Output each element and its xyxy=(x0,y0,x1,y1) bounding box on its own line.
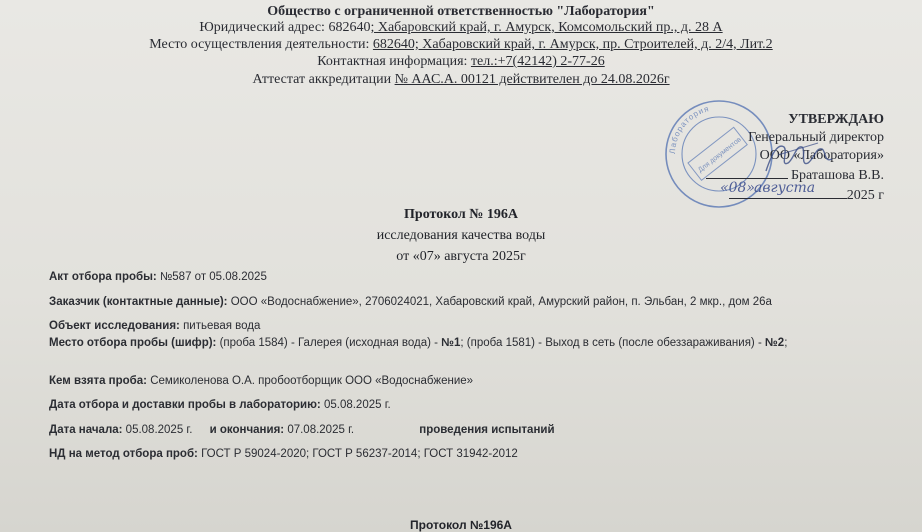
place-value-2: ; (проба 1581) - Выход в сеть (после обеззараживания) - xyxy=(460,337,765,349)
protocol-date: от «07» августа 2025г xyxy=(396,249,526,264)
place-label: Место отбора пробы (шифр): xyxy=(49,337,220,349)
delivery-value: 05.08.2025 г. xyxy=(323,399,391,411)
protocol-title-repeat: Протокол №196А xyxy=(410,518,512,532)
contact-value: тел.:+7(42142) 2-77-26 xyxy=(470,54,605,69)
taker-label: Кем взята проба: xyxy=(49,375,151,387)
field-customer xyxy=(49,296,772,308)
act-label: Акт отбора пробы: xyxy=(49,271,160,283)
approval-year: 2025 г xyxy=(846,188,884,203)
customer-value: ООО «Водоснабжение», 2706024021, Хабаровский край, Амурский район, п. Эльбан, 2 мкр., дом 26а xyxy=(230,296,772,308)
contact-info xyxy=(0,54,922,70)
approval-company: ООО «Лаборатория» xyxy=(759,148,884,163)
place-value-1: (проба 1584) - Галерея (исходная вода) - xyxy=(219,337,442,349)
delivery-label: Дата отбора и доставки пробы в лабораторию: xyxy=(49,399,324,411)
seal-ring-text: Лаборатория xyxy=(667,104,711,155)
start-value: 05.08.2025 г. xyxy=(125,424,193,436)
activity-place-value: 682640; Хабаровский край, г. Амурск, пр. Строителей, д. 2/4, Лит.2 xyxy=(372,37,773,52)
end-label: и окончания: xyxy=(209,424,288,436)
customer-label: Заказчик (контактные данные): xyxy=(49,296,231,308)
start-label: Дата начала: xyxy=(49,424,126,436)
field-object xyxy=(49,320,260,332)
handwritten-day: «08» xyxy=(720,180,755,196)
contact-label: Контактная информация: xyxy=(317,54,471,69)
field-act xyxy=(49,271,267,283)
org-name-text: Общество с ограниченной ответственностью "Лаборатория" xyxy=(267,4,655,19)
activity-place-label: Место осуществления деятельности: xyxy=(149,37,373,52)
end-value: 07.08.2025 г. xyxy=(287,424,355,436)
approval-position: Генеральный директор xyxy=(748,130,884,145)
taker-value: Семиколенова О.А. пробоотборщик ООО «Водоснабжение» xyxy=(150,375,474,387)
field-taker xyxy=(49,375,473,387)
org-name xyxy=(0,4,922,20)
protocol-title: Протокол № 196А xyxy=(404,207,518,222)
accreditation-value: № ААС.А. 00121 действителен до 24.08.2026г xyxy=(394,72,670,87)
protocol-subtitle: исследования качества воды xyxy=(376,228,546,243)
handwritten-date xyxy=(720,170,830,202)
approval-title: УТВЕРЖДАЮ xyxy=(788,112,884,127)
tests-label: проведения испытаний xyxy=(419,424,555,436)
field-nd xyxy=(49,448,518,460)
act-value: №587 от 05.08.2025 xyxy=(159,271,267,283)
field-test-dates xyxy=(49,424,555,436)
place-num-2: №2 xyxy=(764,337,785,349)
accreditation xyxy=(0,72,922,88)
handwritten-month: августа xyxy=(754,180,816,196)
nd-label: НД на метод отбора проб: xyxy=(49,448,202,460)
accreditation-label: Аттестат аккредитации xyxy=(252,72,395,87)
place-value-3: ; xyxy=(784,337,788,349)
legal-address-label: Юридический адрес: 682640 xyxy=(199,20,371,35)
activity-place xyxy=(0,37,922,53)
field-sampling-place xyxy=(49,337,787,349)
seal-center-text: Для документов xyxy=(697,136,743,175)
object-label: Объект исследования: xyxy=(49,320,184,332)
place-num-1: №1 xyxy=(441,337,461,349)
object-value: питьевая вода xyxy=(183,320,261,332)
nd-value: ГОСТ Р 59024-2020; ГОСТ Р 56237-2014; ГОСТ 31942-2012 xyxy=(201,448,518,460)
legal-address xyxy=(0,20,922,36)
approval-name: Браташова В.В. xyxy=(791,168,884,183)
legal-address-value: ; Хабаровский край, г. Амурск, Комсомольский пр., д. 28 А xyxy=(370,20,723,35)
field-delivery xyxy=(49,399,391,411)
